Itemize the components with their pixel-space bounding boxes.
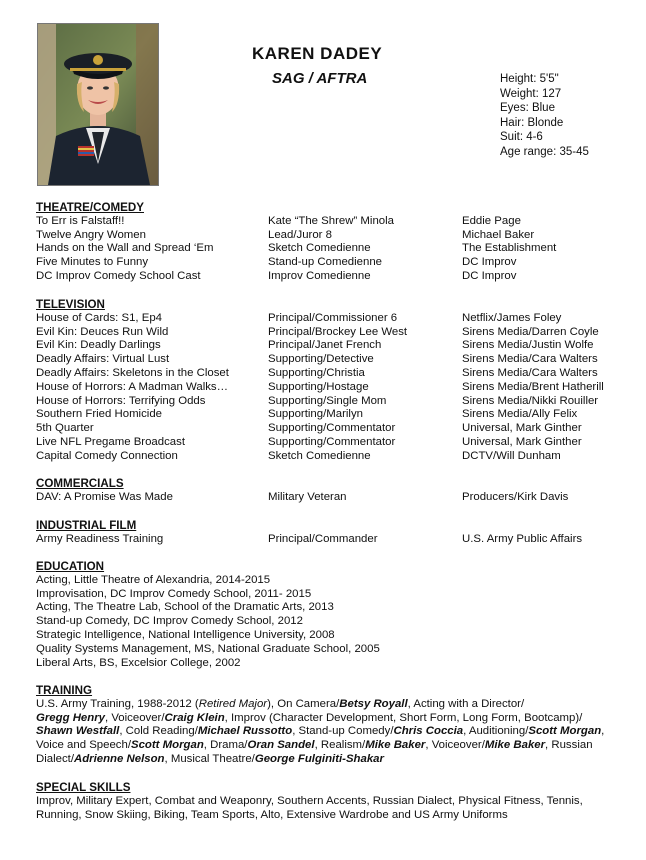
training-text: , Voiceover/: [105, 711, 165, 724]
skills-line: Running, Snow Skiing, Biking, Team Sports, Alto, Extensive Wardrobe and US Army Uniforms: [36, 808, 508, 821]
commercials-section: [36, 477, 626, 505]
training-section: [36, 684, 626, 767]
instructor-name: Craig Klein: [164, 711, 225, 724]
credit-row: [36, 312, 626, 326]
credit-company: Producers/Kirk Davis: [462, 490, 569, 503]
theatre-section: [36, 201, 626, 284]
skills-line: Improv, Military Expert, Combat and Weaponry, Southern Accents, Russian Dialect, Physical Fitness, Tennis,: [36, 794, 583, 807]
credit-title: Army Readiness Training: [36, 532, 164, 545]
education-item: Liberal Arts, BS, Excelsior College, 2002: [36, 656, 241, 669]
television-section: [36, 298, 626, 464]
section-title: COMMERCIALS: [36, 477, 124, 490]
credit-row: [36, 270, 626, 284]
credit-title: Deadly Affairs: Skeletons in the Closet: [36, 366, 229, 379]
instructor-name: Gregg Henry: [36, 711, 105, 724]
credit-row: [36, 353, 626, 367]
training-text: , Auditioning/: [463, 725, 529, 738]
instructor-name: Scott Morgan: [528, 725, 602, 738]
training-text: , Stand-up Comedy/: [292, 725, 394, 738]
credit-title: 5th Quarter: [36, 422, 94, 435]
instructor-name: Adrienne Nelson: [73, 752, 165, 765]
instructor-name: Scott Morgan: [131, 739, 204, 752]
education-section: [36, 560, 626, 670]
credit-company: Sirens Media/Darren Coyle: [462, 325, 599, 338]
physical-stats: [500, 72, 589, 159]
education-item: Improvisation, DC Improv Comedy School, 2011- 2015: [36, 587, 312, 600]
training-text: , Russian: [545, 739, 593, 752]
training-text: , Musical Theatre/: [164, 752, 255, 765]
instructor-name: Shawn Westfall: [36, 725, 120, 738]
credit-role: Principal/Janet French: [268, 339, 382, 352]
training-text: Dialect/: [36, 752, 74, 765]
training-text: , Voiceover/: [425, 739, 485, 752]
credit-company: The Establishment: [462, 242, 557, 255]
credit-role: Improv Comedienne: [268, 269, 371, 282]
training-text: ), On Camera/: [267, 697, 340, 710]
credit-company: Sirens Media/Justin Wolfe: [462, 339, 594, 352]
credit-row: [36, 395, 626, 409]
education-item: Strategic Intelligence, National Intelligence University, 2008: [36, 628, 335, 641]
credit-role: Supporting/Marilyn: [268, 408, 363, 421]
education-item: Acting, The Theatre Lab, School of the Dramatic Arts, 2013: [36, 601, 334, 614]
credit-company: Michael Baker: [462, 228, 535, 241]
credit-company: Sirens Media/Cara Walters: [462, 366, 598, 379]
credit-role: Supporting/Commentator: [268, 422, 396, 435]
instructor-name: Oran Sandel: [247, 739, 315, 752]
section-title: TRAINING: [36, 684, 93, 697]
headshot-illustration: [38, 24, 158, 185]
credit-company: DC Improv: [462, 256, 517, 269]
section-title: INDUSTRIAL FILM: [36, 519, 137, 532]
stat-height: Height: 5'5": [500, 73, 559, 85]
training-line: [36, 712, 626, 726]
training-line: [36, 725, 626, 739]
industrial-section: [36, 519, 626, 547]
instructor-name: George Fulginiti-Shakar: [254, 752, 384, 765]
credit-row: [36, 326, 626, 340]
instructor-name: Chris Coccia: [393, 725, 464, 738]
stat-age-range: Age range: 35-45: [500, 145, 589, 158]
credit-company: Sirens Media/Ally Felix: [462, 408, 578, 421]
credit-row: [36, 381, 626, 395]
instructor-name: Betsy Royall: [339, 697, 408, 710]
credit-title: Southern Fried Homicide: [36, 408, 162, 421]
credit-title: House of Horrors: A Madman Walks…: [36, 380, 229, 393]
credit-company: DCTV/Will Dunham: [462, 449, 561, 462]
credit-role: Supporting/Hostage: [268, 380, 369, 393]
credit-title: Twelve Angry Women: [36, 228, 146, 241]
credit-row: [36, 242, 626, 256]
credit-row: [36, 215, 626, 229]
credit-role: Kate “The Shrew” Minola: [268, 214, 394, 227]
credit-role: Lead/Juror 8: [268, 228, 332, 241]
credit-title: Live NFL Pregame Broadcast: [36, 435, 185, 448]
training-rank: Retired Major: [198, 697, 268, 710]
stat-suit: Suit: 4-6: [500, 131, 543, 143]
headshot-photo: [37, 23, 159, 186]
credit-title: House of Horrors: Terrifying Odds: [36, 394, 206, 407]
section-title: TELEVISION: [36, 298, 105, 311]
union-affiliation: SAG / AFTRA: [272, 70, 368, 87]
section-title: EDUCATION: [36, 560, 105, 573]
credit-row: [36, 491, 626, 505]
training-text: U.S. Army Training, 1988-2012 (: [36, 697, 199, 710]
training-text: Voice and Speech/: [36, 739, 131, 752]
skills-section: [36, 781, 626, 822]
credit-title: Capital Comedy Connection: [36, 449, 178, 462]
credit-row: [36, 436, 626, 450]
instructor-name: Michael Russotto: [197, 725, 293, 738]
training-line: [36, 753, 626, 767]
credit-role: Supporting/Christia: [268, 366, 365, 379]
credit-title: DC Improv Comedy School Cast: [36, 269, 201, 282]
education-item: Quality Systems Management, MS, National Graduate School, 2005: [36, 642, 380, 655]
credit-company: Eddie Page: [462, 214, 521, 227]
credit-row: [36, 408, 626, 422]
instructor-name: Mike Baker: [484, 739, 546, 752]
training-text: , Drama/: [203, 739, 248, 752]
credit-title: Evil Kin: Deuces Run Wild: [36, 325, 169, 338]
credit-role: Stand-up Comedienne: [268, 256, 382, 269]
stat-hair: Hair: Blonde: [500, 116, 564, 129]
credit-title: Deadly Affairs: Virtual Lust: [36, 353, 170, 366]
applicant-name: KAREN DADEY: [252, 44, 383, 63]
education-item: Acting, Little Theatre of Alexandria, 2014-2015: [36, 573, 271, 586]
credit-row: [36, 367, 626, 381]
credit-role: Supporting/Single Mom: [268, 394, 387, 407]
credit-role: Supporting/Commentator: [268, 435, 396, 448]
section-title: SPECIAL SKILLS: [36, 781, 131, 794]
credit-role: Principal/Commissioner 6: [268, 311, 398, 324]
credit-row: [36, 422, 626, 436]
credit-company: Universal, Mark Ginther: [462, 422, 582, 435]
credit-company: Universal, Mark Ginther: [462, 435, 582, 448]
credit-company: Netflix/James Foley: [462, 311, 562, 324]
credit-company: DC Improv: [462, 269, 517, 282]
credit-role: Supporting/Detective: [268, 353, 374, 366]
credit-title: House of Cards: S1, Ep4: [36, 311, 162, 324]
credit-company: Sirens Media/Nikki Rouiller: [462, 394, 599, 407]
instructor-name: Mike Baker: [365, 739, 426, 752]
credit-role: Military Veteran: [268, 490, 347, 503]
training-text: , Acting with a Director/: [407, 697, 525, 710]
credit-row: [36, 339, 626, 353]
credit-company: Sirens Media/Cara Walters: [462, 353, 598, 366]
training-text: , Cold Reading/: [119, 725, 198, 738]
credit-company: U.S. Army Public Affairs: [462, 532, 583, 545]
section-title: THEATRE/COMEDY: [36, 201, 144, 214]
training-text: ,: [601, 725, 605, 738]
credit-title: Hands on the Wall and Spread ‘Em: [36, 242, 214, 255]
credit-row: [36, 533, 626, 547]
education-item: Stand-up Comedy, DC Improv Comedy School, 2012: [36, 615, 303, 628]
credit-role: Principal/Commander: [268, 532, 378, 545]
credit-title: Five Minutes to Funny: [36, 256, 149, 269]
credit-company: Sirens Media/Brent Hatherill: [462, 380, 604, 393]
credit-title: DAV: A Promise Was Made: [36, 490, 173, 503]
training-text: , Realism/: [314, 739, 366, 752]
credit-role: Sketch Comedienne: [268, 449, 371, 462]
training-line: [36, 739, 626, 753]
credit-row: [36, 229, 626, 243]
credit-row: [36, 256, 626, 270]
training-text: , Improv (Character Development, Short Form, Long Form, Bootcamp)/: [224, 711, 583, 724]
stat-eyes: Eyes: Blue: [500, 102, 555, 114]
training-line: [36, 698, 626, 712]
stat-weight: Weight: 127: [500, 87, 562, 100]
credit-title: Evil Kin: Deadly Darlings: [36, 339, 161, 352]
credit-role: Sketch Comedienne: [268, 242, 371, 255]
credit-role: Principal/Brockey Lee West: [268, 325, 408, 338]
credit-title: To Err is Falstaff!!: [36, 214, 125, 227]
credit-row: [36, 450, 626, 464]
